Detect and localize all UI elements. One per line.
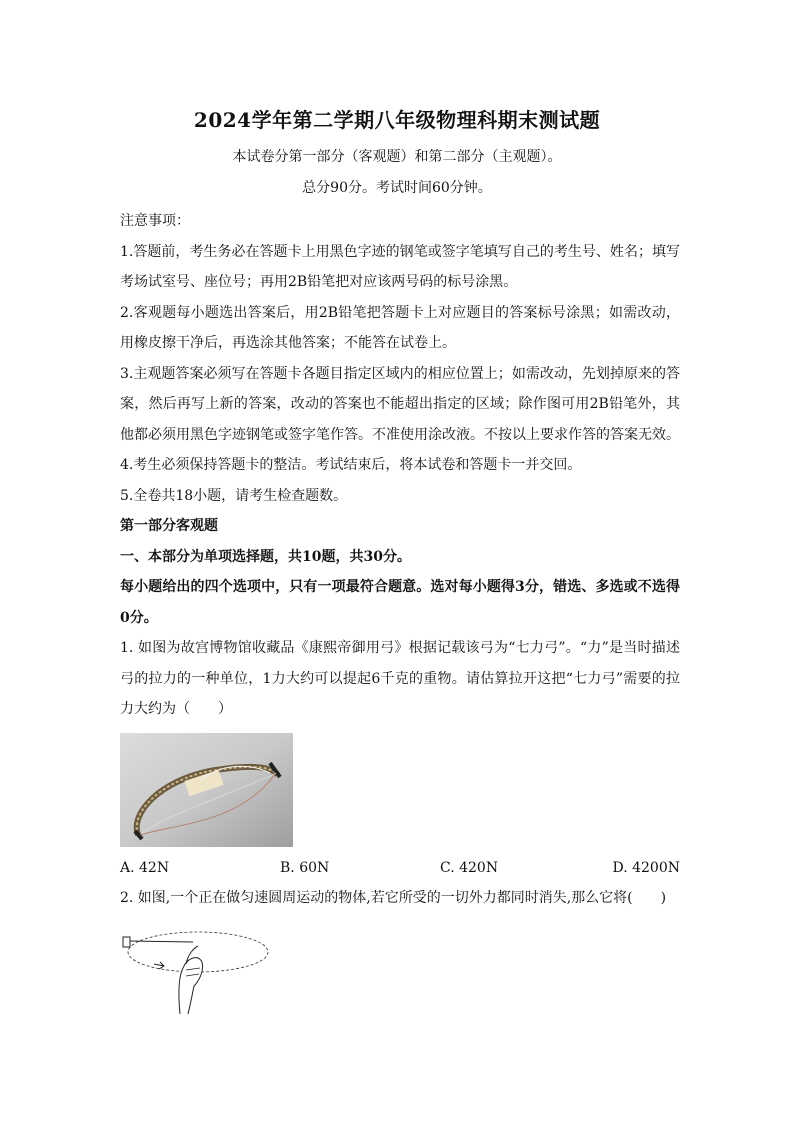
question-1-text: 1. 如图为故宫博物馆收藏品《康熙帝御用弓》根据记载该弓为“七力弓”。“力”是当时描述弓的拉力的一种单位，1力大约可以提起6千克的重物。请估算拉开这把“七力弓”需要的拉力大约为（ ） (120, 640, 680, 717)
part1-heading: 第一部分客观题 (120, 518, 218, 534)
exam-title: 2024学年第二学期八年级物理科期末测试题 (193, 108, 601, 132)
question-1-options (120, 853, 680, 884)
notice-item: 4.考生必须保持答题卡的整洁。考试结束后，将本试卷和答题卡一并交回。 (120, 457, 582, 473)
exam-structure-note: 本试卷分第一部分（客观题）和第二部分（主观题）。 (232, 149, 562, 165)
notice-heading: 注意事项： (120, 213, 190, 229)
notice-item: 5.全卷共18小题，请考生检查题数。 (120, 487, 348, 504)
notice-item: 3.主观题答案必须写在答题卡各题目指定区域内的相应位置上；如需改动，先划掉原来的答案，然后再写上新的答案，改动的答案也不能超出指定的区域；除作图可用2B铅笔外，其他都必须用黑色字迹钢笔或签字笔作答。不准使用涂改液。不按以上要求作答的答案无效。 (120, 365, 680, 443)
circular-motion-diagram (120, 924, 270, 1016)
notice-item: 2.客观题每小题选出答案后，用2B铅笔把答题卡上对应题目的答案标号涂黑；如需改动，用橡皮擦干净后，再选涂其他答案；不能答在试卷上。 (120, 304, 680, 351)
option-c: C. 420N (440, 859, 499, 876)
bow-photo-image (120, 733, 293, 847)
option-a: A. 42N (120, 859, 170, 876)
exam-body (120, 206, 680, 1016)
exam-score-time: 总分90分。考试时间60分钟。 (302, 180, 492, 196)
question-2-text: 2. 如图,一个正在做匀速圆周运动的物体,若它所受的一切外力都同时消失,那么它将( ) (120, 890, 667, 906)
notice-item: 1.答题前，考生务必在答题卡上用黑色字迹的钢笔或签字笔填写自己的考生号、姓名；填写考场试室号、座位号；再用2B铅笔把对应该两号码的标号涂黑。 (120, 243, 680, 290)
section1-heading: 一、本部分为单项选择题，共10题，共30分。 (120, 548, 411, 565)
section1-instructions: 每小题给出的四个选项中，只有一项最符合题意。选对每小题得3分，错选、多选或不选得0分。 (120, 579, 680, 626)
option-d: D. 4200N (612, 859, 680, 876)
option-b: B. 60N (280, 859, 330, 876)
